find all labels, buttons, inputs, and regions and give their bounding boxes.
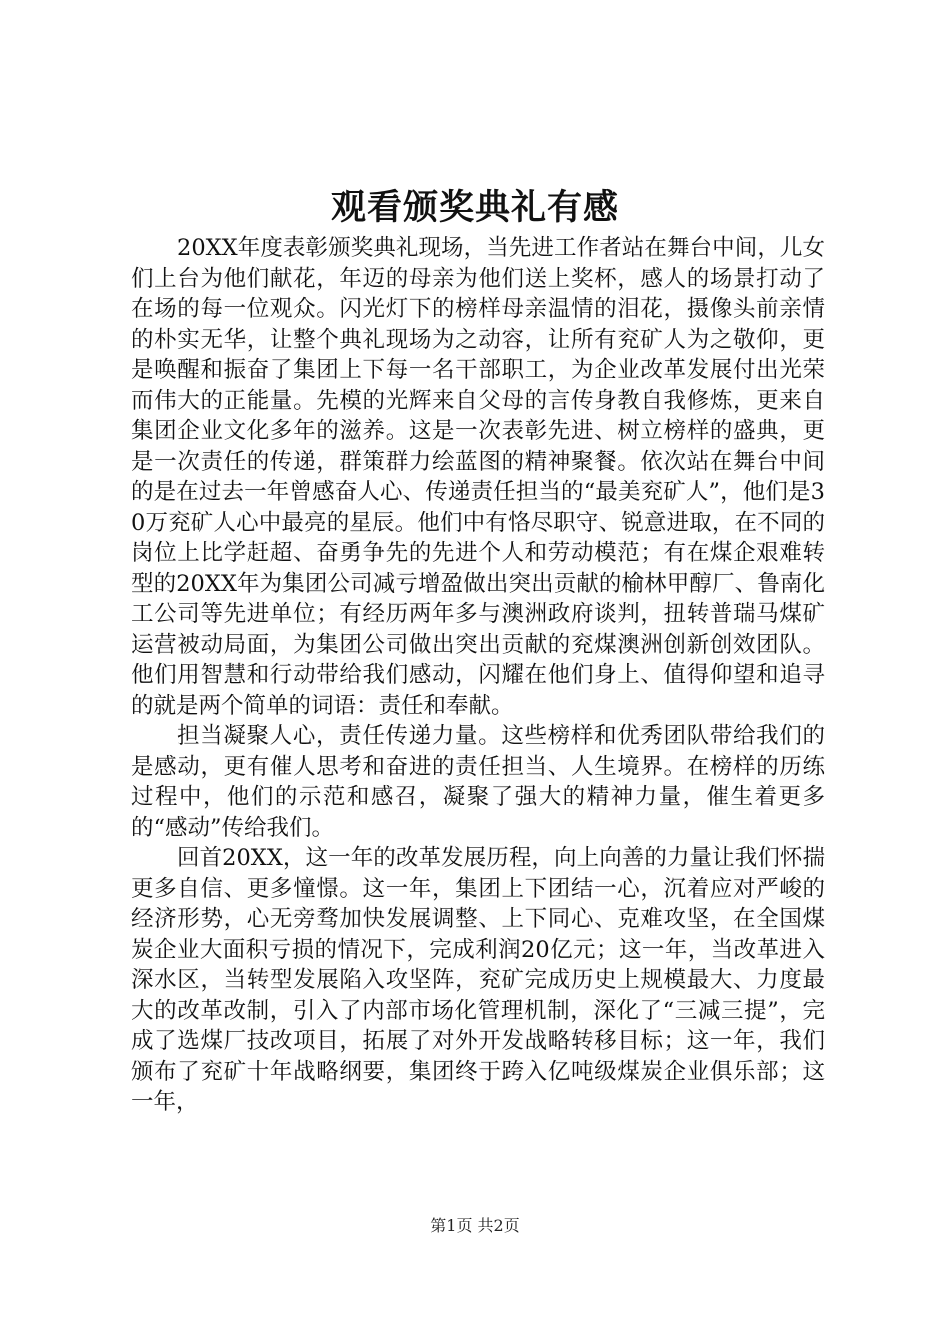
paragraph-1: 20XX年度表彰颁奖典礼现场，当先进工作者站在舞台中间，儿女们上台为他们献花，年迈的母亲为他们送上奖杯，感人的场景打动了在场的每一位观众。闪光灯下的榜样母亲温情的泪花，摄像头前亲情的朴实无华，让整个典礼现场为之动容，让所有兖矿人为之敬仰，更是唤醒和振奋了集团上下每一名干部职工，为企业改革发展付出光荣而伟大的正能量。先模的光辉来自父母的言传身教自我修炼，更来自集团企业文化多年的滋养。这是一次表彰先进、树立榜样的盛典，更是一次责任的传递，群策群力绘蓝图的精神聚餐。依次站在舞台中间的是在过去一年曾感奋人心、传递责任担当的“最美兖矿人”，他们是30万兖矿人心中最亮的星辰。他们中有恪尽职守、锐意进取，在不同的岗位上比学赶超、奋勇争先的先进个人和劳动模范；有在煤企艰难转型的20XX年为集团公司减亏增盈做出突出贡献的榆林甲醇厂、鲁南化工公司等先进单位；有经历两年多与澳洲政府谈判，扭转普瑞马煤矿运营被动局面，为集团公司做出突出贡献的兖煤澳洲创新创效团队。他们用智慧和行动带给我们感动，闪耀在他们身上、值得仰望和追寻的就是两个简单的词语：责任和奉献。 bbox=[131, 235, 825, 719]
page-footer: 第1页 共2页 bbox=[430, 1216, 520, 1235]
paragraph-3: 回首20XX，这一年的改革发展历程，向上向善的力量让我们怀揣更多自信、更多憧憬。这一年，集团上下团结一心，沉着应对严峻的经济形势，心无旁骛加快发展调整、上下同心、克难攻坚，在全国煤炭企业大面积亏损的情况下，完成利润20亿元；这一年，当改革进入深水区，当转型发展陷入攻坚阵，兖矿完成历史上规模最大、力度最大的改革改制，引入了内部市场化管理机制，深化了“三减三提”，完成了选煤厂技改项目，拓展了对外开发战略转移目标；这一年，我们颁布了兖矿十年战略纲要，集团终于跨入亿吨级煤炭企业俱乐部；这一年， bbox=[131, 845, 825, 1115]
document-body bbox=[131, 233, 825, 1118]
paragraph-2: 担当凝聚人心，责任传递力量。这些榜样和优秀团队带给我们的是感动，更有催人思考和奋进的责任担当、人生境界。在榜样的历练过程中，他们的示范和感召，凝聚了强大的精神力量，催生着更多的“感动”传给我们。 bbox=[131, 723, 825, 841]
document-title: 观看颁奖典礼有感 bbox=[330, 187, 619, 228]
